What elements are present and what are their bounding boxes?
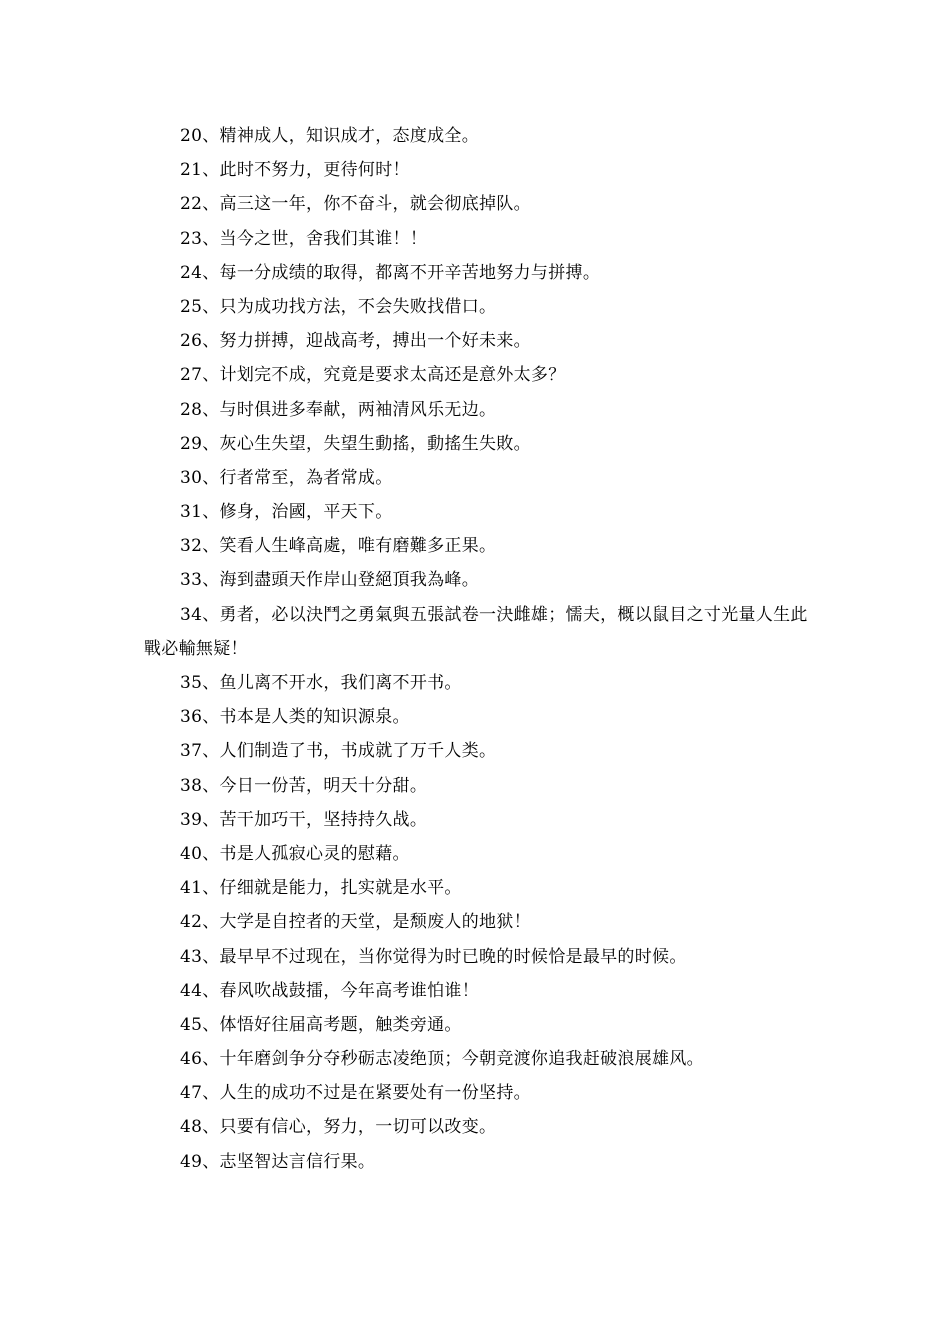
list-item: 39、苦干加巧干，坚持持久战。 bbox=[180, 809, 428, 830]
list-item: 29、灰心生失望，失望生動搖，動搖生失敗。 bbox=[180, 433, 531, 454]
list-item: 48、只要有信心，努力，一切可以改变。 bbox=[180, 1117, 497, 1138]
list-item: 22、高三这一年，你不奋斗，就会彻底掉队。 bbox=[180, 194, 531, 215]
list-item: 41、仔细就是能力，扎实就是水平。 bbox=[180, 878, 462, 899]
list-item: 43、最早早不过现在，当你觉得为时已晚的时候恰是最早的时候。 bbox=[180, 946, 687, 967]
list-item: 28、与时俱进多奉献，两袖清风乐无边。 bbox=[180, 399, 497, 420]
list-item: 47、人生的成功不过是在紧要处有一份坚持。 bbox=[180, 1083, 531, 1104]
list-item: 45、体悟好往届高考题，触类旁通。 bbox=[180, 1014, 462, 1035]
slogan-list bbox=[144, 119, 809, 1179]
list-item: 27、计划完不成，究竟是要求太高还是意外太多？ bbox=[180, 365, 566, 386]
list-item: 44、春风吹战鼓擂，今年高考谁怕谁！ bbox=[180, 980, 480, 1001]
list-item: 20、精神成人，知识成才，态度成全。 bbox=[180, 126, 480, 146]
list-item: 33、海到盡頭天作岸山登絕頂我為峰。 bbox=[180, 570, 480, 591]
list-item: 23、当今之世，舍我们其谁！！ bbox=[180, 228, 428, 249]
list-item: 25、只为成功找方法，不会失败找借口。 bbox=[180, 296, 497, 317]
list-item: 21、此时不努力，更待何时！ bbox=[180, 160, 410, 181]
list-item: 46、十年磨剑争分夺秒砺志凌绝顶；今朝竞渡你追我赶破浪展雄风。 bbox=[180, 1049, 704, 1070]
list-item: 49、志坚智达言信行果。 bbox=[180, 1151, 376, 1172]
list-item: 26、努力拼搏，迎战高考，搏出一个好未来。 bbox=[180, 331, 531, 352]
list-item: 40、书是人孤寂心灵的慰藉。 bbox=[180, 843, 410, 864]
list-item: 42、大学是自控者的天堂，是颓废人的地狱！ bbox=[180, 912, 531, 933]
list-item: 24、每一分成绩的取得，都离不开辛苦地努力与拼搏。 bbox=[180, 262, 601, 283]
list-item: 31、修身，治國，平天下。 bbox=[180, 502, 393, 523]
list-item: 36、书本是人类的知识源泉。 bbox=[180, 707, 410, 728]
list-item: 38、今日一份苦，明天十分甜。 bbox=[180, 775, 428, 796]
list-item: 32、笑看人生峰高處，唯有磨難多正果。 bbox=[180, 536, 497, 557]
list-item: 35、鱼儿离不开水，我们离不开书。 bbox=[180, 673, 462, 694]
list-item: 34、勇者，必以決鬥之勇氣與五張試卷一決雌雄；懦夫，概以鼠目之寸光量人生此戰必輸無疑！ bbox=[144, 604, 808, 659]
list-item: 30、行者常至，為者常成。 bbox=[180, 467, 393, 488]
list-item: 37、人们制造了书，书成就了万千人类。 bbox=[180, 741, 497, 762]
